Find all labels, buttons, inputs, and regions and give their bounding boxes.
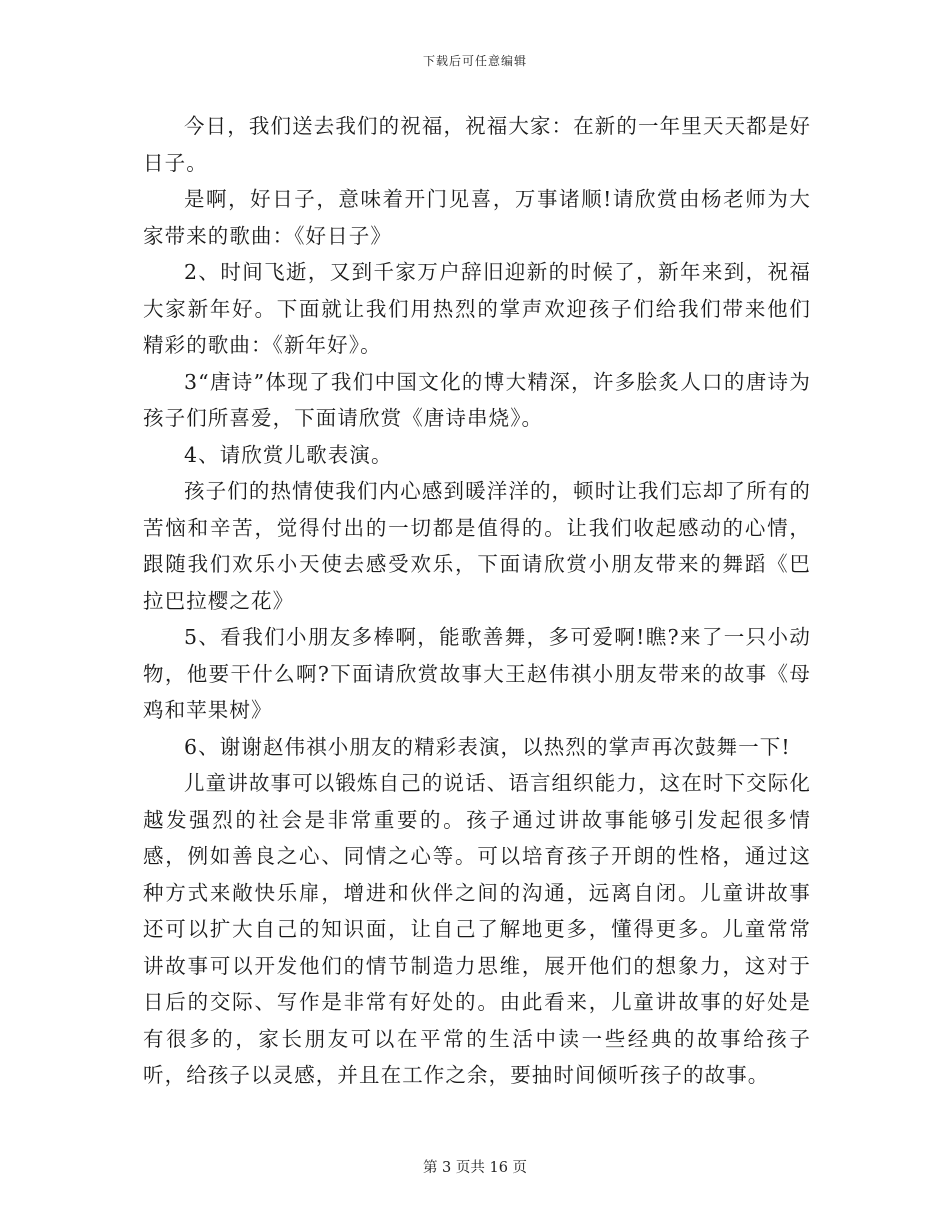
paragraph-9: 儿童讲故事可以锻炼自己的说话、语言组织能力，这在时下交际化越发强烈的社会是非常重要的。孩子通过讲故事能够引发起很多情感，例如善良之心、同情之心等。可以培育孩子开朗的性格，通过这种方式来敞快乐扉，增进和伙伴之间的沟通，远离自闭。儿童讲故事还可以扩大自己的知识面，让自己了解地更多，懂得更多。儿童常常讲故事可以开发他们的情节制造力思维，展开他们的想象力，这对于日后的交际、写作是非常有好处的。由此看来，儿童讲故事的好处是有很多的，家长朋友可以在平常的生活中读一些经典的故事给孩子听，给孩子以灵感，并且在工作之余，要抽时间倾听孩子的故事。 bbox=[143, 771, 811, 1087]
page-header: 下载后可任意编辑 bbox=[422, 54, 527, 68]
paragraph-5: 4、请欣赏儿歌表演。 bbox=[184, 442, 393, 467]
paragraph-1: 今日，我们送去我们的祝福，祝福大家：在新的一年里天天都是好日子。 bbox=[143, 114, 811, 175]
paragraph-6: 孩子们的热情使我们内心感到暖洋洋的，顿时让我们忘却了所有的苦恼和辛苦，觉得付出的一切都是值得的。让我们收起感动的心情，跟随我们欢乐小天使去感受欢乐，下面请欣赏小朋友带来的舞蹈《巴拉巴拉樱之花》 bbox=[143, 479, 811, 613]
paragraph-2: 是啊，好日子，意味着开门见喜，万事诸顺!请欣赏由杨老师为大家带来的歌曲：《好日子》 bbox=[143, 187, 811, 248]
document-body bbox=[143, 108, 811, 1094]
paragraph-3: 2、时间飞逝，又到千家万户辞旧迎新的时候了，新年来到，祝福大家新年好。下面就让我们用热烈的掌声欢迎孩子们给我们带来他们精彩的歌曲：《新年好》。 bbox=[143, 260, 811, 357]
paragraph-7: 5、看我们小朋友多棒啊，能歌善舞，多可爱啊!瞧?来了一只小动物，他要干什么啊?下面请欣赏故事大王赵伟祺小朋友带来的故事《母鸡和苹果树》 bbox=[143, 625, 811, 722]
paragraph-8: 6、谢谢赵伟祺小朋友的精彩表演，以热烈的掌声再次鼓舞一下! bbox=[184, 734, 791, 759]
page-number-footer: 第 3 页共 16 页 bbox=[422, 1160, 528, 1176]
paragraph-4: 3“唐诗”体现了我们中国文化的博大精深，许多脍炙人口的唐诗为孩子们所喜爱，下面请欣赏《唐诗串烧》。 bbox=[143, 369, 811, 430]
